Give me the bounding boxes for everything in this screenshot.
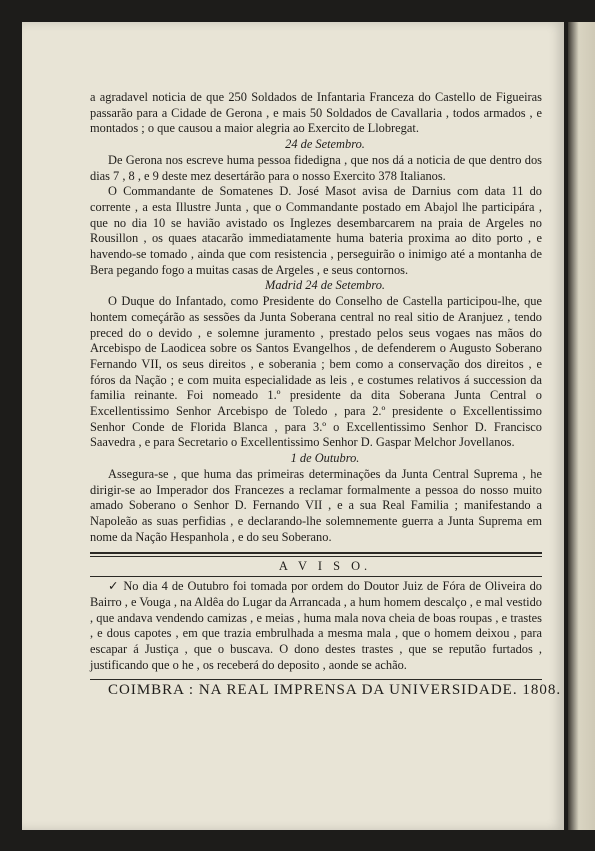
double-rule (90, 552, 542, 557)
dateline-3: 1 de Outubro. (290, 451, 360, 466)
paragraph-1: a agradavel noticia de que 250 Soldados de Infantaria Franceza do Castello de Figueiras passarão para a Cidade de Gerona , e mais 50 Soldados de Cavallaria , todos armados , e montados ; o que causou a maior alegria ao Exercito de Llobregat. (90, 90, 542, 136)
dateline-2: Madrid 24 de Setembro. (265, 278, 385, 293)
paragraph-2: De Gerona nos escreve huma pessoa fidedigna , que nos dá a noticia de que dentro dos dias 7 , 8 , e 9 deste mez desertárão para o nosso Exercito 378 Italianos. (90, 152, 542, 183)
aviso-rule (90, 576, 542, 577)
imprint-line: COIMBRA : NA REAL IMPRENSA DA UNIVERSIDADE. 1808. (108, 682, 562, 699)
paragraph-4: O Duque do Infantado, como Presidente do Conselho de Castella participou-lhe, que hontem começárão as sessões da Junta Soberana central no real sitio de Aranjuez , tendo preced do o devido , e solemne juramento , prestado pelos seus vogaes nas mãos do Arcebispo de Laodicea sobre os Santos Evangelhos , de defenderem o Augusto Soberano Fernando VII, os seus direitos , e soberania ; bem como a conservação dos direitos , e fóros da Nação ; e com muita especialidade as leis , e costumes relativos á succession da familia reinante. Foi nomeado 1.º presidente da dita Soberana Junta Central o Excellentissimo Senhor Arcebispo de Toledo , para 2.º presidente o Excellentissimo Senhor Conde de Florida Blanca , para 3.º o Excellentissimo Senhor D. Francisco Saavedra , e para Secretario o Excellentissimo Senhor D. Gaspar Melchor Jovellanos. (90, 294, 542, 450)
aviso-paragraph: ✓ No dia 4 de Outubro foi tomada por ordem do Doutor Juiz de Fóra de Oliveira do Bairro , e Vouga , na Aldêa do Lugar da Arrancada , a hum homem descalço , e mal vestido , que andava vendendo camizas , e meias , huma mala nova cheia de boas roupas , e trastes , e dous capotes , em que trazia embrulhada a mesma mala , que o homem deixou , para escapar á Justiça , que o buscava. O dono destes trastes , que se reputão furtados , justificando que o he , os receberá do deposito , aonde se achão. (90, 579, 543, 672)
paragraph-3: O Commandante de Somatenes D. José Masot avisa de Darnius com data 11 do corrente , a esta Illustre Junta , que o Commandante postado em Abajol lhe participára , que no dia 10 se havião avistado os Inglezes desembarcarem na praia de Argeles no Rousillon , os quaes atacarão immediatamente huma bateria proxima ao dito porto , e havendo-se tomado , ainda que com resistencia , perseguirão o inimigo até a montanha de Bera pegando fogo a muitas casas de Argeles , e seus contornos. (90, 184, 542, 277)
paragraph-5: Assegura-se , que huma das primeiras determinações da Junta Central Suprema , he dirigir-se ao Imperador dos Francezes a reclamar formalmente a pessoa do nosso muito amado Soberano o Senhor D. Fernando VII , e a sua Real Familia ; manifestando a Napoleão as suas perfidias , e declarando-lhe solemnemente guerra a Junta Suprema em nome da Nação Hespanhola , e do seu Soberano. (90, 466, 542, 544)
bottom-rule (90, 679, 542, 680)
page-text (90, 90, 562, 699)
book-edge (568, 22, 595, 830)
aviso-heading: A V I S O. (278, 559, 372, 574)
dateline-1: 24 de Setembro. (285, 137, 365, 152)
